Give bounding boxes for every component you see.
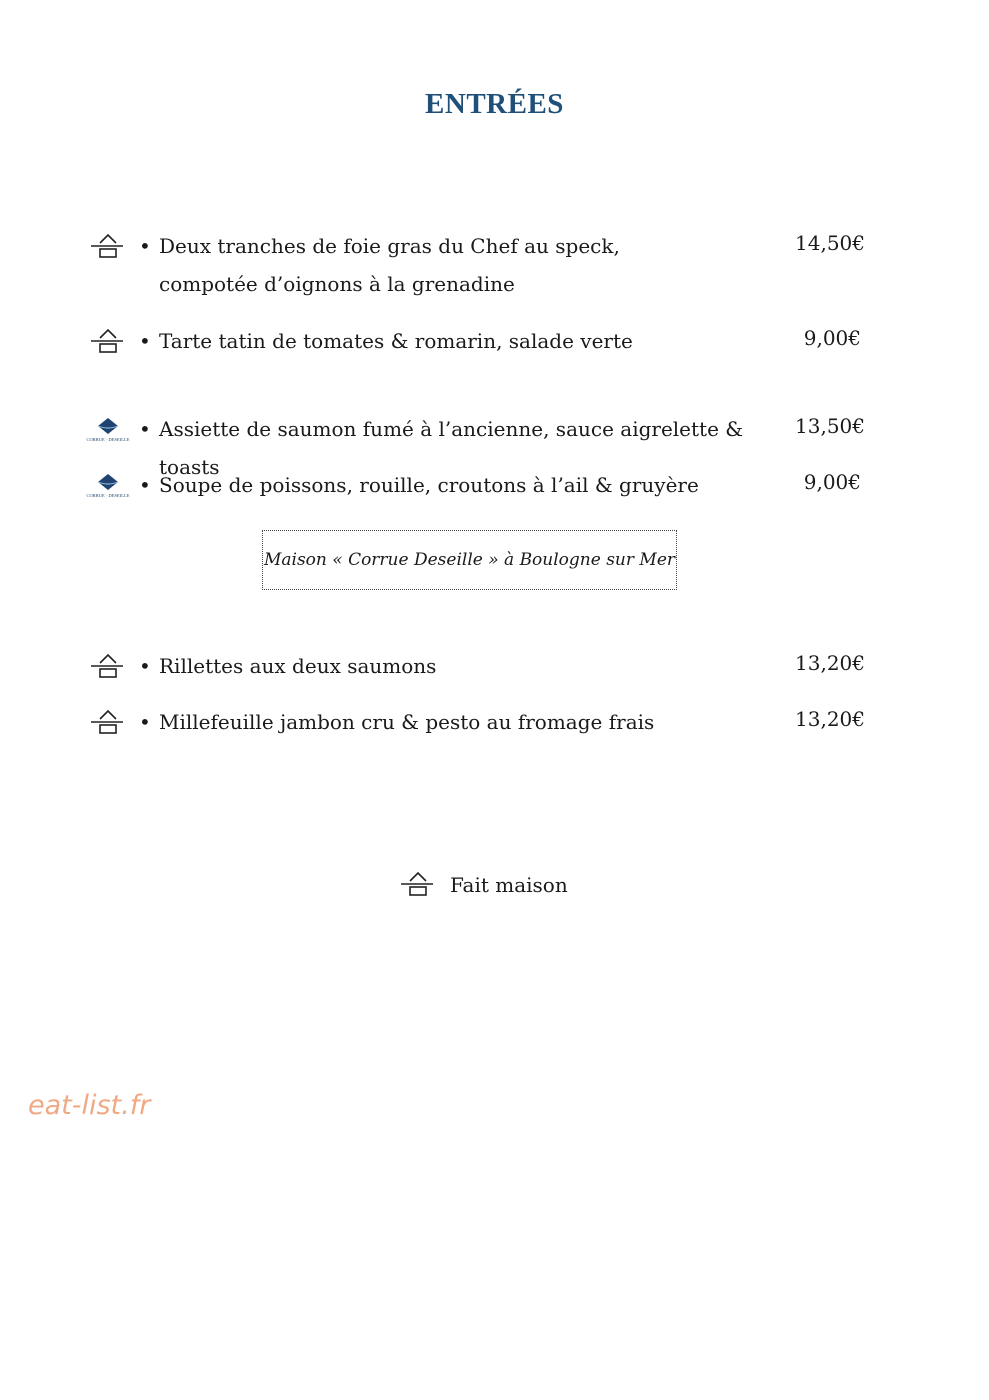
house-icon xyxy=(400,870,434,898)
item-name: Millefeuille jambon cru & pesto au fromage frais xyxy=(159,710,655,734)
item-price: 13,20€ xyxy=(795,707,865,731)
item-price: 14,50€ xyxy=(795,231,865,255)
bullet: • xyxy=(139,417,151,441)
legend xyxy=(400,870,650,900)
menu-item xyxy=(0,327,989,357)
corrue-deseille-logo xyxy=(84,417,132,447)
watermark: eat-list.fr xyxy=(28,1090,151,1121)
menu-item xyxy=(0,414,989,479)
menu-item xyxy=(0,652,989,682)
bullet: • xyxy=(139,234,151,258)
menu-item xyxy=(0,232,989,302)
item-name: Soupe de poissons, rouille, croutons à l’ail & gruyère xyxy=(159,473,699,497)
house-icon xyxy=(90,708,124,736)
bullet: • xyxy=(139,654,151,678)
logo-text: CORRUE · DESEILLE xyxy=(86,493,130,498)
item-price: 13,20€ xyxy=(795,651,865,675)
item-name: Assiette de saumon fumé à l’ancienne, sauce aigrelette & toasts xyxy=(159,417,744,479)
item-name: Tarte tatin de tomates & romarin, salade verte xyxy=(159,329,633,353)
item-name: Rillettes aux deux saumons xyxy=(159,654,437,678)
corrue-deseille-logo xyxy=(84,473,132,503)
item-price: 9,00€ xyxy=(803,326,861,350)
menu-item xyxy=(0,708,989,738)
bullet: • xyxy=(139,710,151,734)
bullet: • xyxy=(139,329,151,353)
house-icon xyxy=(90,232,124,260)
logo-text: CORRUE · DESEILLE xyxy=(86,437,130,442)
supplier-note: Maison « Corrue Deseille » à Boulogne sur Mer xyxy=(262,530,677,590)
item-price: 13,50€ xyxy=(795,414,865,438)
menu-item xyxy=(0,471,989,503)
house-icon xyxy=(90,652,124,680)
house-icon xyxy=(90,327,124,355)
legend-label: Fait maison xyxy=(450,873,568,897)
page-title: ENTRÉES xyxy=(425,88,564,120)
bullet: • xyxy=(139,473,151,497)
item-name: Deux tranches de foie gras du Chef au speck, compotée d’oignons à la grenadine xyxy=(159,234,620,296)
item-price: 9,00€ xyxy=(803,470,861,494)
